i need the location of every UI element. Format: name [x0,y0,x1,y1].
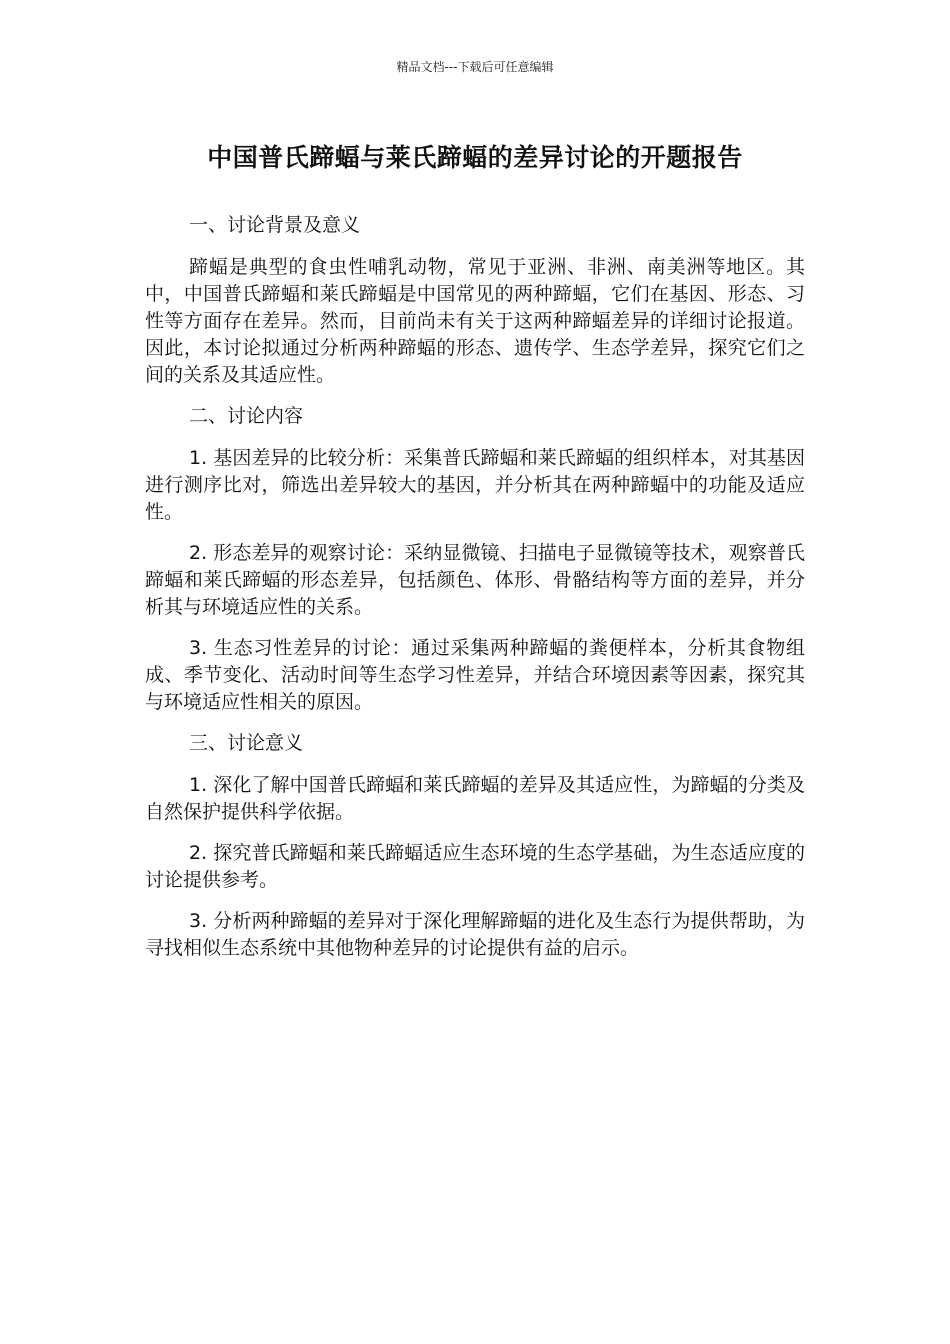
content-item-1: 1. 基因差异的比较分析：采集普氏蹄蝠和莱氏蹄蝠的组织样本，对其基因进行测序比对，筛选出差异较大的基因，并分析其在两种蹄蝠中的功能及适应性。 [145,447,805,523]
document-body [145,212,805,976]
content-item-3: 3. 生态习性差异的讨论：通过采集两种蹄蝠的粪便样本，分析其食物组成、季节变化、活动时间等生态学习性差异，并结合环境因素等因素，探究其与环境适应性相关的原因。 [145,637,805,713]
header-note: 精品文档---下载后可任意编辑 [396,60,554,74]
significance-item-1: 1. 深化了解中国普氏蹄蝠和莱氏蹄蝠的差异及其适应性，为蹄蝠的分类及自然保护提供科学依据。 [145,774,805,823]
section-heading-significance: 三、讨论意义 [189,732,304,754]
content-item-2: 2. 形态差异的观察讨论：采纳显微镜、扫描电子显微镜等技术，观察普氏蹄蝠和莱氏蹄蝠的形态差异，包括颜色、体形、骨骼结构等方面的差异，并分析其与环境适应性的关系。 [145,542,805,618]
significance-item-3: 3. 分析两种蹄蝠的差异对于深化理解蹄蝠的进化及生态行为提供帮助，为寻找相似生态系统中其他物种差异的讨论提供有益的启示。 [145,910,805,959]
section-heading-background: 一、讨论背景及意义 [189,214,361,236]
section-heading-content: 二、讨论内容 [189,405,304,427]
document-title: 中国普氏蹄蝠与莱氏蹄蝠的差异讨论的开题报告 [207,143,743,172]
paragraph-background: 蹄蝠是典型的食虫性哺乳动物，常见于亚洲、非洲、南美洲等地区。其中，中国普氏蹄蝠和莱氏蹄蝠是中国常见的两种蹄蝠，它们在基因、形态、习性等方面存在差异。然而，目前尚未有关于这两种蹄蝠差异的详细讨论报道。因此，本讨论拟通过分析两种蹄蝠的形态、遗传学、生态学差异，探究它们之间的关系及其适应性。 [145,256,805,386]
significance-item-2: 2. 探究普氏蹄蝠和莱氏蹄蝠适应生态环境的生态学基础，为生态适应度的讨论提供参考。 [145,842,805,891]
